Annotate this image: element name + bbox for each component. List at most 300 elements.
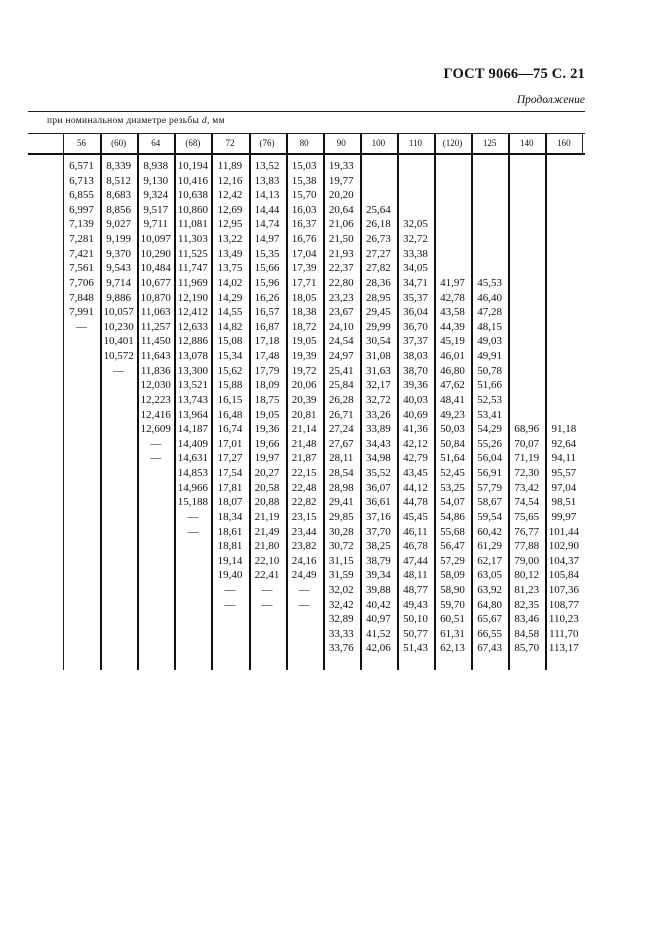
table-cell: 33,76 (328, 642, 354, 655)
table-cell: — (150, 437, 162, 450)
table-cell: 57,29 (440, 554, 465, 567)
table-cell: 14,631 (177, 452, 208, 465)
table-cell: 10,230 (103, 320, 134, 333)
table-cell: 19,14 (217, 554, 243, 567)
table-cell: 45,45 (403, 510, 428, 523)
table-cell: 33,38 (403, 247, 428, 260)
table-cell: 23,44 (291, 525, 317, 538)
table-cell: 37,16 (365, 510, 391, 523)
table-cell: 19,40 (217, 569, 243, 582)
table-cell: 17,39 (291, 262, 317, 275)
table-cell: — (224, 583, 236, 596)
table-cell: 32,89 (328, 613, 354, 626)
table-cell: 113,17 (548, 642, 579, 655)
table-cell: 19,05 (291, 335, 317, 348)
table-cell: 14,187 (177, 423, 208, 436)
table-cell: 54,29 (477, 423, 503, 436)
table-cell: 44,39 (440, 320, 465, 333)
table-cell: 31,15 (328, 554, 354, 567)
table-cell: 43,58 (440, 306, 465, 319)
table-cell: 60,51 (440, 613, 465, 626)
table-cell: 63,92 (477, 583, 503, 596)
table-cell: 19,39 (291, 350, 317, 363)
table-cell: 41,52 (365, 627, 391, 640)
table-cell: 18,61 (217, 525, 243, 538)
table-cell: 16,74 (217, 423, 243, 436)
table-cell: 84,58 (514, 627, 540, 640)
table-cell: 59,54 (477, 510, 503, 523)
table-cell: 30,72 (328, 540, 354, 553)
table-cell: 18,81 (217, 540, 243, 553)
table-cell: 22,37 (328, 262, 354, 275)
table-cell: 38,79 (365, 554, 391, 567)
table-cell: 20,64 (328, 203, 354, 216)
table-cell: 38,70 (403, 364, 428, 377)
table-cell: 49,91 (477, 350, 503, 363)
table-cell: 39,34 (365, 569, 391, 582)
table-cell: 16,48 (217, 408, 243, 421)
table-cell: 23,82 (291, 540, 317, 553)
column-header: (68) (185, 138, 201, 148)
table-cell: 7,421 (69, 247, 94, 260)
table-cell: 13,964 (177, 408, 208, 421)
table-cell: 102,90 (548, 540, 579, 553)
table-cell: 36,07 (365, 481, 391, 494)
table-cell: 108,77 (548, 598, 579, 611)
table-cell: 21,50 (328, 233, 354, 246)
table-cell: 12,412 (177, 306, 208, 319)
table-cell: 9,543 (106, 262, 132, 275)
table-cell: 10,860 (177, 203, 208, 216)
doc-title: ГОСТ 9066—75 С. 21 (443, 66, 585, 82)
table-cell: 83,46 (514, 613, 540, 626)
table-cell: 19,72 (291, 364, 317, 377)
table-cell: 10,097 (140, 233, 171, 246)
table-cell: 28,98 (328, 481, 354, 494)
table-cell: 18,72 (291, 320, 317, 333)
table-cell: 9,711 (143, 218, 168, 231)
table-cell: 29,85 (328, 510, 354, 523)
table-cell: 50,77 (403, 627, 428, 640)
table-cell: 11,081 (177, 218, 208, 231)
table-cell: 12,95 (217, 218, 243, 231)
table-cell: 63,05 (477, 569, 503, 582)
column-header: 72 (225, 138, 235, 148)
table-cell: 37,70 (365, 525, 391, 538)
table-cell: 7,848 (69, 291, 94, 304)
table-cell: 10,416 (177, 174, 208, 187)
table-cell: 33,89 (365, 423, 391, 436)
table-cell: 10,194 (177, 160, 208, 172)
column-header: 140 (519, 138, 534, 148)
table-cell: 47,28 (477, 306, 503, 319)
table-cell: 47,62 (440, 379, 465, 392)
table-cell: 51,43 (403, 642, 428, 655)
table-cell: 79,00 (514, 554, 540, 567)
table-cell: — (113, 364, 125, 377)
table-cell: 22,15 (291, 467, 317, 480)
table-cell: 15,35 (254, 247, 280, 260)
table-cell: 49,23 (440, 408, 465, 421)
header-rule (28, 153, 585, 155)
table-cell: 61,29 (477, 540, 503, 553)
table-cell: 22,10 (254, 554, 280, 567)
table-cell: 47,44 (403, 554, 428, 567)
table-cell: 22,41 (254, 569, 280, 582)
table-cell: 14,13 (254, 189, 280, 202)
table-cell: 33,33 (328, 627, 354, 640)
table-cell: 39,88 (365, 583, 391, 596)
table-cell: 13,49 (217, 247, 243, 260)
table-cell: 12,16 (217, 174, 243, 187)
table-cell: 17,81 (217, 481, 243, 494)
table-cell: 13,743 (177, 393, 208, 406)
table-cell: 15,34 (217, 350, 243, 363)
table-cell: 12,416 (140, 408, 171, 421)
table-cell: 6,571 (69, 160, 94, 172)
table-cell: 107,36 (548, 583, 579, 596)
table-cell: 8,339 (106, 160, 132, 172)
table-cell: 18,09 (254, 379, 280, 392)
table-cell: 48,15 (477, 320, 503, 333)
column-header: 80 (299, 138, 309, 148)
table-cell: 53,25 (440, 481, 465, 494)
table-cell: 20,88 (254, 496, 280, 509)
table-cell: 28,54 (328, 467, 354, 480)
table-cell: 72,30 (514, 467, 540, 480)
table-cell: 17,27 (217, 452, 243, 465)
table-cell: 32,42 (328, 598, 354, 611)
table-cell: 29,41 (328, 496, 354, 509)
table-cell: 36,70 (403, 320, 428, 333)
table-cell: 94,11 (551, 452, 577, 465)
table-cell: 32,17 (365, 379, 391, 392)
table-cell: 45,19 (440, 335, 465, 348)
table-cell: 52,45 (440, 467, 465, 480)
table-cell: 64,80 (477, 598, 503, 611)
table-cell: 8,856 (106, 203, 132, 216)
table-cell: 8,512 (106, 174, 132, 187)
column-header: 160 (557, 138, 571, 148)
table-cell: 14,29 (217, 291, 243, 304)
column-divider (582, 133, 583, 153)
table-cell: 7,281 (69, 233, 94, 246)
table-cell: 41,36 (403, 423, 428, 436)
table-cell: 13,83 (254, 174, 280, 187)
table-cell: 17,48 (254, 350, 280, 363)
table-cell: 10,638 (177, 189, 208, 202)
caption-variable: d (201, 116, 207, 126)
table-cell: 41,97 (440, 276, 465, 289)
table-cell: 7,139 (69, 218, 94, 231)
table-cell: 85,70 (514, 642, 540, 655)
table-cell: 11,747 (177, 262, 208, 275)
table-cell: 58,09 (440, 569, 465, 582)
table-cell: 98,51 (551, 496, 577, 509)
table-cell: 19,97 (254, 452, 280, 465)
table-cell: 20,06 (291, 379, 317, 392)
table-cell: 9,370 (106, 247, 132, 260)
table-cell: 11,836 (140, 364, 171, 377)
table-cell: 76,77 (514, 525, 540, 538)
table-cell: 18,05 (291, 291, 317, 304)
table-cell: 32,02 (328, 583, 354, 596)
table-cell: 12,886 (177, 335, 208, 348)
table-cell: 10,401 (103, 335, 134, 348)
table-cell: 36,04 (403, 306, 428, 319)
table-cell: 22,48 (291, 481, 317, 494)
table-cell: 23,67 (328, 306, 354, 319)
table-cell: 38,03 (403, 350, 428, 363)
table-cell: 27,82 (365, 262, 391, 275)
table-cell: 13,078 (177, 350, 208, 363)
table-cell: 25,84 (328, 379, 354, 392)
table-cell: 15,62 (217, 364, 243, 377)
table-cell: 27,67 (328, 437, 354, 450)
table-cell: 12,609 (140, 423, 171, 436)
table-cell: 48,11 (403, 569, 428, 582)
table-cell: 34,43 (365, 437, 391, 450)
table-cell: 77,88 (514, 540, 540, 553)
table-cell: 23,23 (328, 291, 354, 304)
table-cell: 9,886 (106, 291, 132, 304)
table-cell: 17,79 (254, 364, 280, 377)
column-header: 110 (408, 138, 423, 148)
table-cell: 15,38 (291, 174, 317, 187)
table-cell: 17,18 (254, 335, 280, 348)
caption-prefix: при номинальном диаметре резьбы (47, 116, 202, 126)
table-cell: 95,57 (551, 467, 577, 480)
table-cell: 24,49 (291, 569, 317, 582)
table-cell: 31,59 (328, 569, 354, 582)
table-cell: 43,45 (403, 467, 428, 480)
table-cell: 40,42 (365, 598, 391, 611)
table-cell: 62,13 (440, 642, 465, 655)
table-cell: 7,706 (69, 276, 94, 289)
table-cell: 37,37 (403, 335, 428, 348)
table-cell: 58,67 (477, 496, 503, 509)
table-cell: — (187, 525, 199, 538)
table-cell: 59,70 (440, 598, 465, 611)
table-cell: 22,80 (328, 276, 354, 289)
table-cell: 9,199 (106, 233, 132, 246)
table-cell: 12,223 (140, 393, 171, 406)
table-cell: 35,52 (365, 467, 391, 480)
table-cell: 36,61 (365, 496, 391, 509)
table-cell: — (298, 598, 310, 611)
table-cell: 34,98 (365, 452, 391, 465)
table-cell: 16,15 (217, 393, 243, 406)
table-cell: 91,18 (551, 423, 577, 436)
table-cell: 11,643 (140, 350, 171, 363)
table-cell: 34,05 (403, 262, 428, 275)
table-cell: — (261, 583, 273, 596)
table-cell: 46,78 (403, 540, 428, 553)
table-cell: — (224, 598, 236, 611)
table-cell: 21,48 (291, 437, 317, 450)
table-cell: 104,37 (548, 554, 579, 567)
table-cell: 9,027 (106, 218, 132, 231)
table-cell: 62,17 (477, 554, 503, 567)
table-cell: 19,77 (328, 174, 354, 187)
table-cell: 60,42 (477, 525, 503, 538)
table-cell: 12,42 (217, 189, 243, 202)
table-cell: 101,44 (548, 525, 579, 538)
table-cell: 111,70 (549, 627, 579, 640)
table-cell: 105,84 (548, 569, 579, 582)
table-cell: 11,450 (140, 335, 171, 348)
table-cell: 31,08 (365, 350, 391, 363)
table-cell: 24,54 (328, 335, 354, 348)
table-cell: 10,572 (103, 350, 134, 363)
table-cell: 55,26 (477, 437, 503, 450)
table-cell: — (261, 598, 273, 611)
table-cell: 99,97 (551, 510, 577, 523)
table-cell: 51,66 (477, 379, 503, 392)
table-cell: 29,45 (365, 306, 391, 319)
column-header: 64 (151, 138, 161, 148)
table-cell: 44,12 (403, 481, 428, 494)
table-cell: 75,65 (514, 510, 540, 523)
table-cell: 52,53 (477, 393, 503, 406)
table-cell: 24,10 (328, 320, 354, 333)
table-cell: 38,25 (365, 540, 391, 553)
table-cell: 82,35 (514, 598, 540, 611)
table-cell: 8,683 (106, 189, 132, 202)
column-header: (76) (259, 138, 275, 148)
table-cell: 12,69 (217, 203, 243, 216)
table-cell: 20,81 (291, 408, 317, 421)
table-cell: 50,78 (477, 364, 503, 377)
table-cell: 16,57 (254, 306, 280, 319)
table-cell: 22,82 (291, 496, 317, 509)
table-cell: 9,130 (143, 174, 169, 187)
table-cell: 15,88 (217, 379, 243, 392)
table-cell: 32,72 (365, 393, 391, 406)
table-cell: 53,41 (477, 408, 503, 421)
table-cell: 42,06 (365, 642, 391, 655)
table-cell: 10,290 (140, 247, 171, 260)
table-cell: 40,97 (365, 613, 391, 626)
table-cell: 15,08 (217, 335, 243, 348)
table-cell: 25,64 (365, 203, 391, 216)
table-cell: 44,78 (403, 496, 428, 509)
table-cell: 26,18 (365, 218, 391, 231)
table-cell: 12,190 (177, 291, 208, 304)
table-cell: 11,89 (217, 160, 243, 172)
table-cell: 33,26 (365, 408, 391, 421)
table-cell: 16,76 (291, 233, 317, 246)
table-cell: 29,99 (365, 320, 391, 333)
table-cell: 45,53 (477, 276, 503, 289)
table-cell: 25,41 (328, 364, 354, 377)
table-cell: 26,28 (328, 393, 354, 406)
table-cell: 7,991 (69, 306, 94, 319)
table-cell: 55,68 (440, 525, 465, 538)
table-cell: 8,938 (143, 160, 169, 172)
table-cell: 20,27 (254, 467, 280, 480)
column-header: (120) (442, 138, 463, 148)
table-cell: 10,057 (103, 306, 134, 319)
table-cell: 32,72 (403, 233, 428, 246)
table-cell: 19,33 (328, 160, 354, 172)
table-cell: 13,22 (217, 233, 243, 246)
table-cell: 28,11 (329, 452, 354, 465)
table-cell: 16,37 (291, 218, 317, 231)
table-cell: 66,55 (477, 627, 503, 640)
table-cell: 21,06 (328, 218, 354, 231)
table-cell: 16,87 (254, 320, 280, 333)
table-cell: 15,70 (291, 189, 317, 202)
table-cell: 21,14 (291, 423, 317, 436)
table-cell: 18,07 (217, 496, 243, 509)
table-cell: 39,36 (403, 379, 428, 392)
table-cell: — (298, 583, 310, 596)
table-cell: 65,67 (477, 613, 503, 626)
table-cell: 51,64 (440, 452, 465, 465)
table-cell: 46,01 (440, 350, 465, 363)
table-cell: 68,96 (514, 423, 540, 436)
table-cell: 13,75 (217, 262, 243, 275)
table-cell: 26,71 (328, 408, 354, 421)
table-top-rule (28, 111, 585, 112)
table-cell: 15,03 (291, 160, 317, 172)
table-cell: 31,63 (365, 364, 391, 377)
table-cell: 10,870 (140, 291, 171, 304)
table-cell: 48,77 (403, 583, 428, 596)
table-cell: 24,16 (291, 554, 317, 567)
table-cell: 14,966 (177, 481, 208, 494)
table-cell: 110,23 (548, 613, 579, 626)
table-cell: 11,969 (177, 276, 208, 289)
table-cell: 11,525 (177, 247, 208, 260)
table-cell: 80,12 (514, 569, 540, 582)
table-cell: 21,19 (254, 510, 280, 523)
table-cell: 16,26 (254, 291, 280, 304)
table-cell: 49,03 (477, 335, 503, 348)
table-cell: 30,28 (328, 525, 354, 538)
table-cell: 19,05 (254, 408, 280, 421)
table-cell: 20,20 (328, 189, 354, 202)
table-cell: 11,303 (177, 233, 208, 246)
table-cell: 73,42 (514, 481, 540, 494)
table-cell: 81,23 (514, 583, 540, 596)
table-cell: 15,188 (177, 496, 208, 509)
table-cell: 23,15 (291, 510, 317, 523)
table-cell: 14,853 (177, 467, 208, 480)
table-cell: 16,03 (291, 203, 317, 216)
table-cell: 7,561 (69, 262, 94, 275)
table-cell: 32,05 (403, 218, 428, 231)
table-cell: 14,55 (217, 306, 243, 319)
table-cell: 49,43 (403, 598, 428, 611)
column-header: 90 (336, 138, 346, 148)
table-cell: 46,11 (403, 525, 428, 538)
caption-rule (28, 133, 585, 134)
table-caption (47, 116, 225, 126)
table-cell: 17,54 (217, 467, 243, 480)
column-header: 125 (482, 138, 497, 148)
table-cell: 57,79 (477, 481, 503, 494)
table-cell: 27,24 (328, 423, 354, 436)
table-cell: 40,03 (403, 393, 428, 406)
table-cell: 56,04 (477, 452, 503, 465)
table-cell: 12,633 (177, 320, 208, 333)
table-cell: 18,38 (291, 306, 317, 319)
table-cell: 17,04 (291, 247, 317, 260)
table-cell: 42,78 (440, 291, 465, 304)
table-cell: 13,300 (177, 364, 208, 377)
